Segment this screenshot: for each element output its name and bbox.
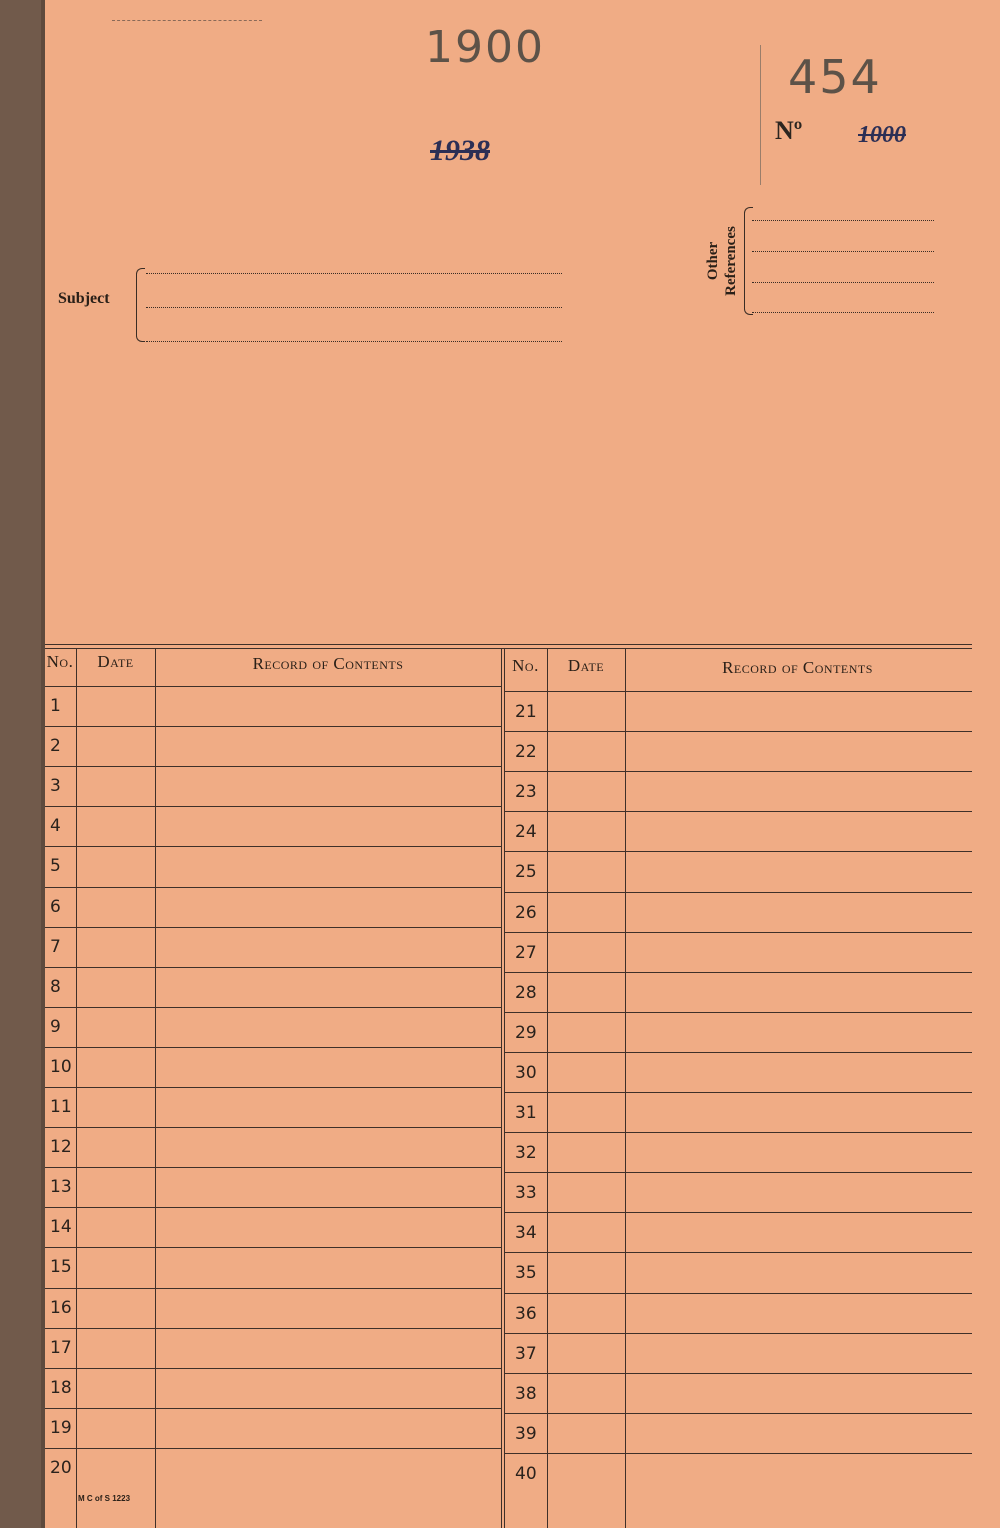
row-number: 32 <box>515 1143 537 1164</box>
left-header-rule <box>45 686 501 687</box>
left-row-rule <box>45 766 501 767</box>
row-number: 16 <box>50 1297 72 1318</box>
subject-line-3 <box>146 341 562 342</box>
row-number: 28 <box>515 982 537 1003</box>
subject-line-1 <box>146 273 562 274</box>
header-no-right: No. <box>512 656 539 675</box>
right-row-rule <box>504 1413 972 1414</box>
left-row-rule <box>45 1328 501 1329</box>
left-row-rule <box>45 1047 501 1048</box>
row-number: 35 <box>515 1263 537 1284</box>
subject-line-2 <box>146 307 562 308</box>
right-row-rule <box>504 851 972 852</box>
struck-file-number: 1000 <box>858 122 906 148</box>
top-dashed-line <box>112 20 262 22</box>
row-number: 21 <box>515 702 537 722</box>
header-date-right: Date <box>567 656 605 675</box>
left-row-rule <box>45 726 501 727</box>
col-divider-center-b <box>504 648 505 1528</box>
right-header-rule <box>504 691 972 692</box>
right-row-rule <box>504 1373 972 1374</box>
row-number: 33 <box>515 1183 537 1204</box>
row-number: 34 <box>515 1223 537 1244</box>
left-row-rule <box>45 1408 501 1409</box>
right-row-rule <box>504 1212 972 1213</box>
left-row-rule <box>45 1127 501 1128</box>
row-number: 9 <box>50 1016 61 1037</box>
col-divider-center-a <box>501 648 502 1528</box>
row-number: 30 <box>515 1062 537 1083</box>
row-number: 4 <box>50 816 61 837</box>
other-ref-line-1 <box>752 220 934 221</box>
other-ref-line-4 <box>752 312 934 313</box>
right-row-rule <box>504 1252 972 1253</box>
row-number: 2 <box>50 736 61 757</box>
row-number: 14 <box>50 1217 72 1238</box>
right-row-rule <box>504 1453 972 1454</box>
right-row-rule <box>504 1092 972 1093</box>
left-row-rule <box>45 927 501 928</box>
row-number: 11 <box>50 1097 72 1117</box>
right-row-rule <box>504 1333 972 1334</box>
struck-year: 1938 <box>430 134 490 167</box>
row-number: 38 <box>515 1383 537 1404</box>
right-row-rule <box>504 972 972 973</box>
cover-spine-edge <box>41 0 45 1528</box>
number-box-divider <box>760 45 761 185</box>
row-number: 27 <box>515 942 537 963</box>
other-references-label: Other References <box>705 226 739 296</box>
right-row-rule <box>504 932 972 933</box>
col-divider-left-date <box>155 648 156 1528</box>
right-row-rule <box>504 771 972 772</box>
row-number: 29 <box>515 1022 537 1043</box>
left-row-rule <box>45 1247 501 1248</box>
right-row-rule <box>504 1293 972 1294</box>
row-number: 7 <box>50 936 61 957</box>
right-row-rule <box>504 1012 972 1013</box>
row-number: 5 <box>50 856 61 877</box>
table-top-rule <box>45 644 972 645</box>
header-record-left: Record of Contents <box>252 654 404 673</box>
col-divider-right-date <box>625 648 626 1528</box>
row-number: 23 <box>515 782 537 803</box>
row-number: 26 <box>515 902 537 923</box>
row-number: 8 <box>50 976 61 997</box>
row-number: 3 <box>50 776 61 797</box>
left-row-rule <box>45 1448 501 1449</box>
year-stamp: 1900 <box>425 22 545 73</box>
col-divider-left-no <box>76 648 77 1528</box>
right-row-rule <box>504 811 972 812</box>
cover-spine <box>0 0 45 1528</box>
row-number: 17 <box>50 1337 72 1358</box>
left-row-rule <box>45 1207 501 1208</box>
col-divider-right-no <box>547 648 548 1528</box>
header-date-left: Date <box>97 652 134 671</box>
right-row-rule <box>504 1052 972 1053</box>
left-row-rule <box>45 887 501 888</box>
file-number-stamp: 454 <box>788 50 882 104</box>
row-number: 31 <box>515 1103 537 1123</box>
right-row-rule <box>504 1172 972 1173</box>
row-number: 15 <box>50 1257 72 1278</box>
right-row-rule <box>504 1132 972 1133</box>
row-number: 12 <box>50 1137 72 1158</box>
right-row-rule <box>504 731 972 732</box>
row-number: 36 <box>515 1303 537 1324</box>
row-number: 10 <box>50 1056 72 1077</box>
other-ref-line-3 <box>752 282 934 283</box>
left-row-rule <box>45 1007 501 1008</box>
row-number: 6 <box>50 896 61 917</box>
other-references-brace <box>744 207 753 315</box>
number-label: Nº <box>775 116 803 145</box>
row-number: 25 <box>515 862 537 883</box>
form-code: M C of S 1223 <box>78 1494 131 1503</box>
subject-label: Subject <box>58 290 110 307</box>
row-number: 24 <box>515 822 537 843</box>
row-number: 22 <box>515 742 537 763</box>
subject-brace <box>136 268 145 342</box>
left-row-rule <box>45 1087 501 1088</box>
row-number: 1 <box>50 696 61 716</box>
left-row-rule <box>45 1167 501 1168</box>
row-number: 37 <box>515 1343 537 1364</box>
header-no-left: No. <box>46 652 74 671</box>
right-row-rule <box>504 892 972 893</box>
left-row-rule <box>45 846 501 847</box>
row-number: 40 <box>515 1463 537 1484</box>
row-number: 39 <box>515 1423 537 1444</box>
left-row-rule <box>45 967 501 968</box>
row-number: 18 <box>50 1377 72 1398</box>
left-row-rule <box>45 806 501 807</box>
table-top-rule-double <box>45 648 972 649</box>
row-number: 20 <box>50 1457 72 1478</box>
row-number: 13 <box>50 1177 72 1198</box>
header-record-right: Record of Contents <box>722 658 873 677</box>
left-row-rule <box>45 1368 501 1369</box>
other-ref-line-2 <box>752 251 934 252</box>
row-number: 19 <box>50 1417 72 1438</box>
left-row-rule <box>45 1288 501 1289</box>
